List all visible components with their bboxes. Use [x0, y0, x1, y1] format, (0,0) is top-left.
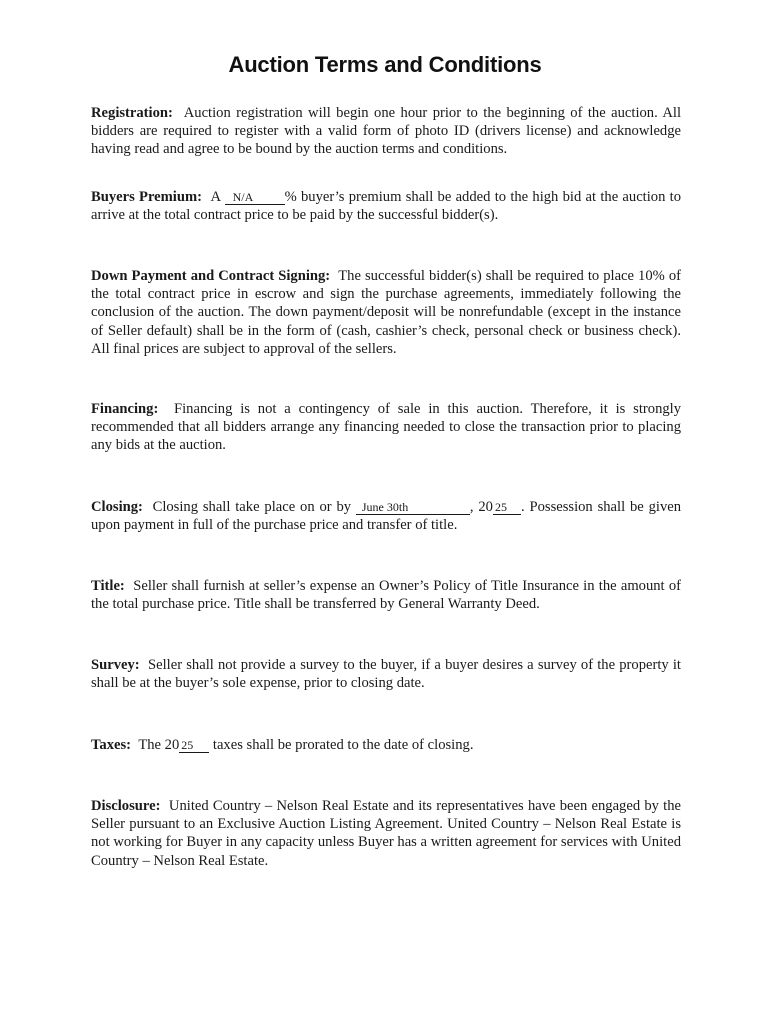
buyers-premium-section — [91, 188, 681, 224]
buyers-premium-fill-field[interactable] — [225, 190, 285, 205]
closing-text-mid: , 20 — [469, 499, 493, 515]
financing-section — [91, 400, 681, 455]
title-heading: Title: — [91, 578, 125, 594]
closing-heading: Closing: — [91, 499, 143, 515]
closing-year-value: 25 — [494, 500, 507, 514]
disclosure-heading: Disclosure: — [91, 798, 161, 814]
survey-text: Seller shall not provide a survey to the buyer, if a buyer desires a survey of the property it shall be at the buyer’s sole expense, prior to closing date. — [91, 657, 681, 692]
disclosure-text: United Country – Nelson Real Estate and its representatives have been engaged by the Seller pursuant to an Exclusive Auction Listing Agreement. United Country – Nelson Real Estate is not working for Buyer in any capacity unless Buyer has a written agreement for services with United Country – Nelson Real Estate. — [91, 798, 682, 869]
taxes-text-before: The 20 — [138, 737, 180, 753]
title-section — [91, 577, 681, 613]
closing-date-field[interactable] — [356, 500, 470, 515]
registration-section — [91, 104, 681, 159]
survey-heading: Survey: — [91, 657, 140, 673]
buyers-premium-fill-value: N/A — [232, 190, 254, 204]
survey-section — [91, 656, 681, 692]
title-text: Seller shall furnish at seller’s expense an Owner’s Policy of Title Insurance in the amount of the total purchase price. Title shall be transferred by General Warranty Deed. — [91, 578, 682, 613]
taxes-year-field[interactable] — [179, 738, 209, 753]
financing-heading: Financing: — [91, 401, 159, 417]
page-title: Auction Terms and Conditions — [228, 52, 542, 77]
closing-date-value: June 30th — [361, 500, 409, 514]
taxes-text-after: taxes shall be prorated to the date of closing. — [209, 737, 474, 753]
closing-text-after: . Possession shall be given upon payment in full of the purchase price and transfer of title. — [91, 499, 682, 534]
buyers-premium-text-after: % buyer’s premium shall be added to the high bid at the auction to arrive at the total contract price to be paid by the successful bidder(s). — [91, 189, 682, 224]
buyers-premium-heading: Buyers Premium: — [91, 189, 202, 205]
down-payment-text: The successful bidder(s) shall be required to place 10% of the total contract price in escrow and sign the purchase agreements, immediately following the conclusion of the auction. The down payment/deposit will be nonrefundable (except in the instance of Seller default) shall be in the form of (cash, cashier’s check, personal check or business check). All final prices are subject to approval of the sellers. — [91, 268, 681, 357]
registration-heading: Registration: — [91, 105, 173, 121]
down-payment-heading: Down Payment and Contract Signing: — [91, 268, 331, 284]
taxes-section — [91, 736, 681, 754]
closing-year-field[interactable] — [493, 500, 521, 515]
closing-text-before: Closing shall take place on or by — [152, 499, 356, 515]
down-payment-section — [91, 267, 681, 358]
registration-text: Auction registration will begin one hour prior to the beginning of the auction. All bidders are required to register with a valid form of photo ID (drivers license) and acknowledge having read and agree to be bound by the auction terms and conditions. — [91, 105, 681, 158]
taxes-year-value: 25 — [181, 738, 194, 752]
taxes-heading: Taxes: — [91, 737, 132, 753]
buyers-premium-text-before: A — [210, 189, 225, 205]
disclosure-section — [91, 797, 681, 870]
closing-section — [91, 498, 681, 534]
financing-text: Financing is not a contingency of sale in this auction. Therefore, it is strongly recommended that all bidders arrange any financing needed to close the transaction prior to placing any bids at the auction. — [91, 401, 682, 454]
